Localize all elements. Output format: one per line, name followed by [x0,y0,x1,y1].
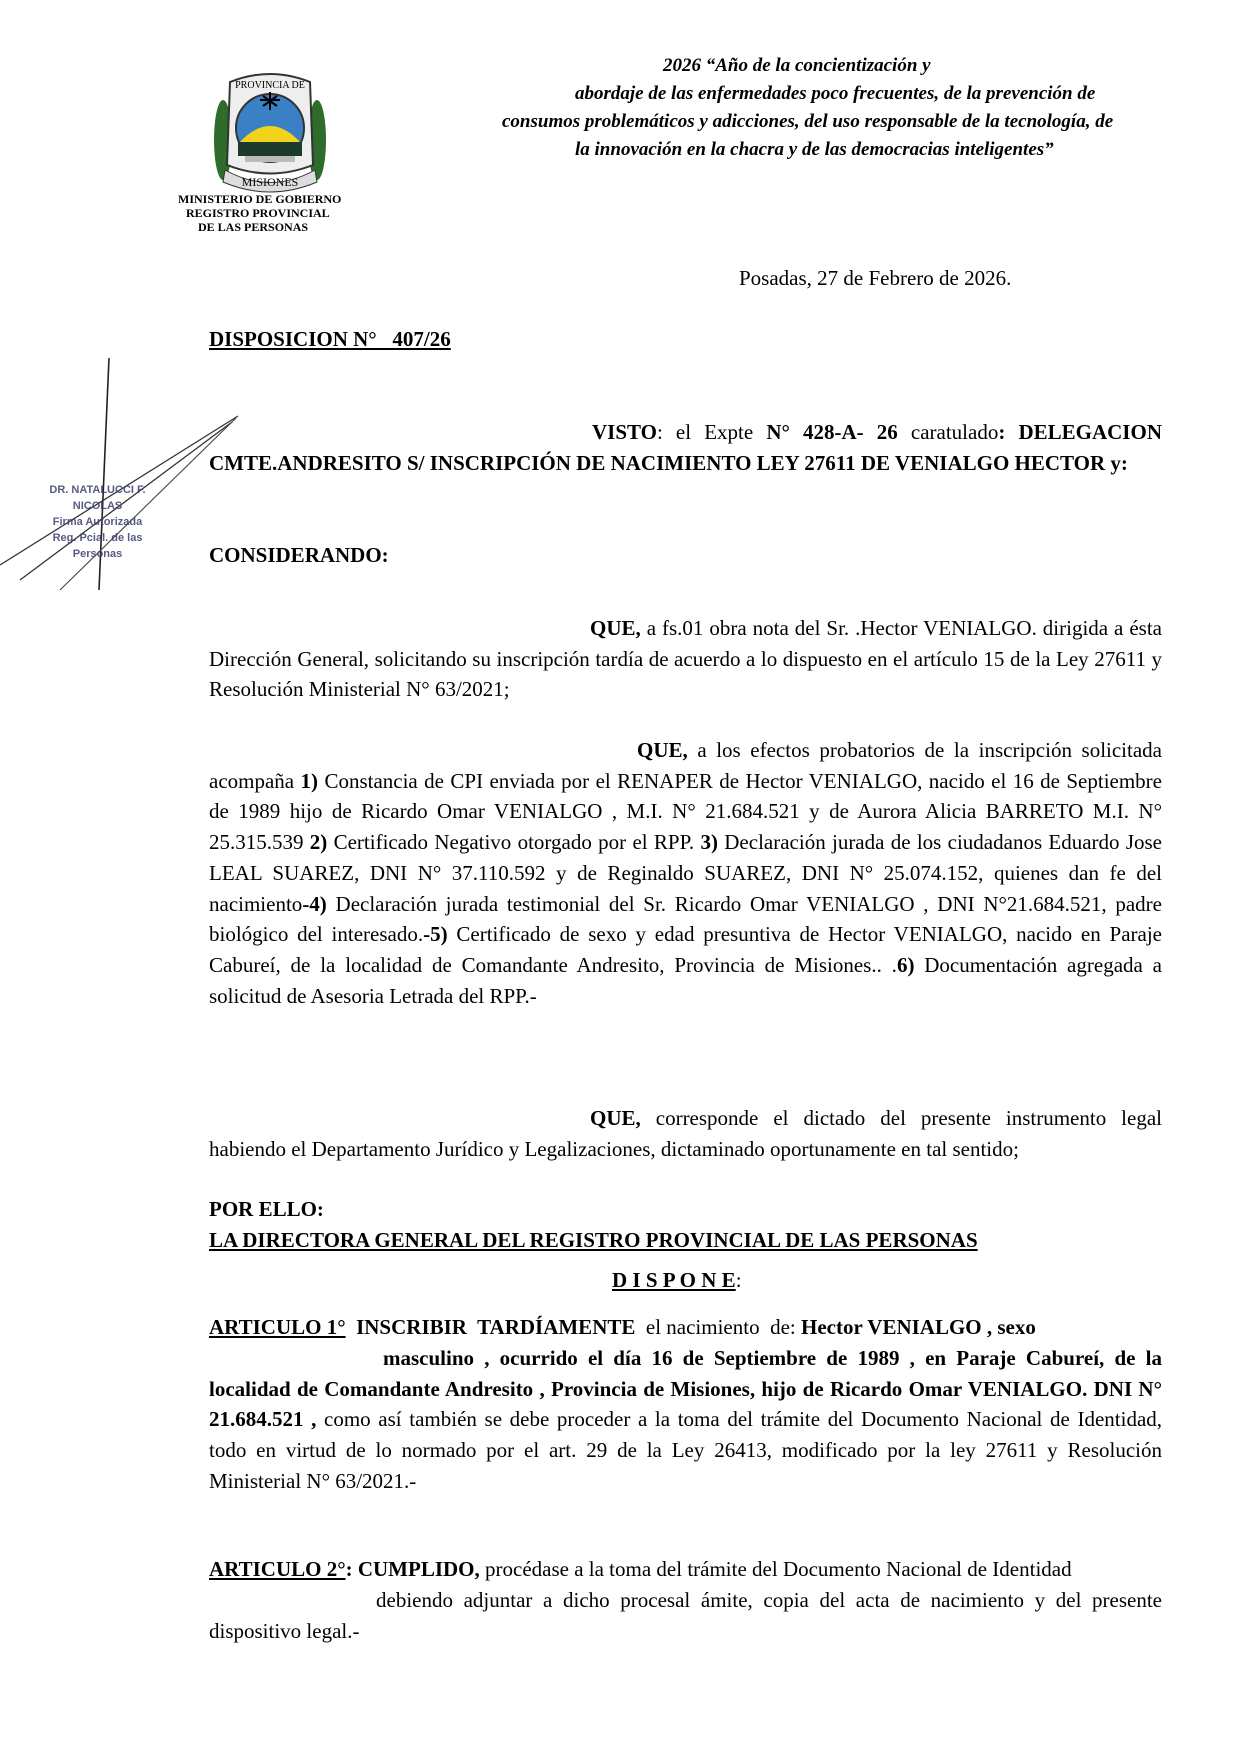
svg-text:PROVINCIA DE: PROVINCIA DE [235,80,305,91]
item-number: -4) [302,891,327,916]
text-run: a los efectos probatorios de la inscripción solicitada [687,738,1162,762]
text-run: : el Expte [656,420,767,444]
articulo-2-body: debiendo adjuntar a dicho procesal ámite, copia del acta de nacimiento y del presente dispositivo legal.- [209,1588,1162,1643]
text-run: Constancia de CPI enviada por el RENAPER de Hector VENIALGO, nacido el 16 de Septiembre de 1989 hijo de Ricardo Omar VENIALGO , M.I. N° 21.684.521 y de Aurora Alicia BARRETO M.I. N° 25.315.539 [209,768,1162,855]
text-run: acompaña [209,768,301,793]
dispone-heading [612,1268,742,1293]
que-label: QUE, [590,616,641,640]
text-run: Hector VENIALGO , sexo [801,1315,1036,1339]
text-run: procédase a la toma del trámite del Documento Nacional de Identidad [479,1557,1072,1581]
text-run: corresponde el dictado del presente instrumento legal habiendo el Departamento Jurídico y Legalizaciones, dictaminado oportunamente en tal sentido; [209,1106,1162,1161]
articulo-1-label: ARTICULO 1° [209,1315,346,1339]
motto-line: 2026 “Año de la concientización y [663,55,931,76]
stamp-line: Firma Autorizada [52,516,143,528]
expediente-title: : DELEGACION CMTE.ANDRESITO S/ INSCRIPCIÓN DE NACIMIENTO LEY 27611 DE VENIALGO HECTOR y: [209,420,1162,475]
que-label: QUE, [590,1106,641,1130]
text-run: : [735,1268,742,1292]
articulo-1-first-line [209,1312,1162,1343]
text-run: como así también se debe proceder a la toma del trámite del Documento Nacional de Identidad, todo en virtud de lo normado por el art. 29 de la Ley 26413, modificado por la ley 27611 y Resolución Ministerial N° 63/2021.- [209,1407,1163,1493]
motto-line: abordaje de las enfermedades poco frecuentes, de la prevención de [575,83,1096,104]
place-date: Posadas, 27 de Febrero de 2026. [739,266,1012,290]
item-number: 1) [300,768,319,793]
motto-line: consumos problemáticos y adicciones, del uso responsable de la tecnología, de [502,111,1114,132]
year-motto [480,52,1200,164]
ministry-line: REGISTRO PROVINCIAL [186,206,330,220]
ministry-line: DE LAS PERSONAS [198,220,309,234]
expediente-number: N° 428-A- 26 [766,420,898,444]
text-run: INSCRIBIR TARDÍAMENTE [345,1315,636,1339]
text-run: masculino , ocurrido el día 16 de Septiembre de 1989 , en Paraje Cabureí, de la localidad de Comandante Andresito , Provincia de Misiones, hijo de Ricardo Omar VENIALGO. DNI N° 21.684.521 , [209,1346,1162,1432]
item-number: 6) [896,952,915,977]
item-number: -5) [423,922,448,947]
ministry-line: MINISTERIO DE GOBIERNO [178,192,342,206]
que-label: QUE, [637,738,688,762]
que-paragraph-2 [209,735,1162,1011]
motto-line: la innovación en la chacra y de las democracias inteligentes” [575,139,1054,160]
province-seal-logo [205,70,335,195]
disposicion-title: DISPOSICION N° 407/26 [209,327,451,351]
dispone-label: D I S P O N E [612,1268,736,1292]
text-run: : CUMPLIDO, [345,1557,480,1581]
articulo-2-first-line [209,1554,1162,1585]
text-run: caratulado [897,420,999,444]
item-number: 2) [309,830,328,855]
signature-stamp [30,482,165,562]
visto-paragraph [209,417,1162,478]
svg-text:MISIONES: MISIONES [241,175,299,189]
articulo-1-body [209,1343,1162,1497]
text-run: el nacimiento de: [635,1315,801,1339]
que-paragraph-3 [209,1103,1162,1164]
directora-heading: LA DIRECTORA GENERAL DEL REGISTRO PROVINCIAL DE LAS PERSONAS [209,1228,978,1252]
que-paragraph-1 [209,613,1162,705]
por-ello-heading: POR ELLO: [209,1197,324,1221]
text-run: Declaración jurada de los ciudadanos Eduardo Jose LEAL SUAREZ, DNI N° 37.110.592 y de Reginaldo SUAREZ, DNI N° 25.074.152, quienes dan fe del nacimiento [209,830,1163,916]
articulo-2-label: ARTICULO 2° [209,1557,346,1581]
text-run: Documentación agregada a solicitud de Asesoria Letrada del RPP.- [209,952,1162,1008]
stamp-line: DR. NATALUCCI F. NICOLAS [49,484,146,512]
considerando-heading: CONSIDERANDO: [209,543,389,567]
visto-label: VISTO [592,420,657,444]
text-run: Certificado de sexo y edad presuntiva de Hector VENIALGO, nacido en Paraje Cabureí, de la localidad de Comandante Andresito, Provincia de Misiones.. . [209,922,1162,977]
text-run: Certificado Negativo otorgado por el RPP. [327,830,701,855]
item-number: 3) [700,830,718,855]
ministry-heading [178,192,358,234]
stamp-line: Reg. Pcial. de las Personas [52,532,143,560]
text-run: Declaración jurada testimonial del Sr. Ricardo Omar VENIALGO , DNI N°21.684.521, padre biológico del interesado. [209,891,1162,947]
text-run: a fs.01 obra nota del Sr. .Hector VENIALGO. dirigida a ésta Dirección General, solicitando su inscripción tardía de acuerdo a lo dispuesto en el artículo 15 de la Ley 27611 y Resolución Ministerial N° 63/2021; [209,616,1162,702]
